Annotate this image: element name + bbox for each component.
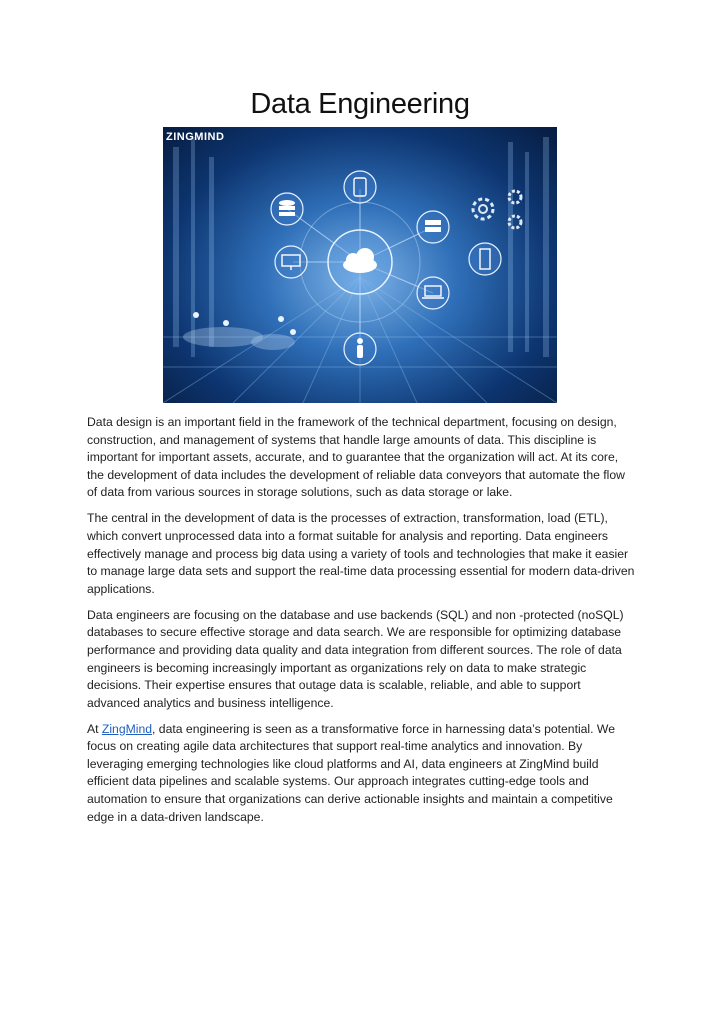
zingmind-logo: ZINGMIND (166, 131, 225, 143)
laptop-icon (417, 277, 449, 309)
paragraph-4-rest: , data engineering is seen as a transformative force in harnessing data’s potential. We focus on creating agile data architectures that support real-time analytics and innovation. By leveraging emerging technologies like cloud platforms and AI, data engineers at ZingMind build efficient data pipelines and scalable systems. Our approach integrates cutting-edge tools and automation to ensure that organizations can derive actionable insights and maintain a competitive edge in a data-driven landscape. (87, 721, 615, 824)
paragraph-4-prefix: At (87, 721, 102, 736)
paragraph-3: Data engineers are focusing on the database and use backends (SQL) and non -protected (noSQL) databases to secure effective storage and data search. We are responsible for optimizing database performance and providing data quality and data integration from different sources. The role of data engineers is becoming increasingly important as organizations rely on data to make strategic decisions. Their expertise ensures that outage data is scalable, reliable, and able to support advanced analytics and business intelligence. (87, 607, 624, 710)
monitor-icon (275, 246, 307, 278)
gear-icon (473, 191, 521, 228)
hero-illustration (163, 127, 557, 403)
zingmind-link[interactable]: ZingMind (101, 721, 153, 736)
paragraph-2: The central in the development of data is the processes of extraction, transformation, load (ETL), which convert unprocessed data into a format suitable for analysis and reporting. Data engineers effectively manage and process big data using a variety of tools and technologies that make it easier to manage large data sets and support the real-time data processing essential for modern data-driven applications. (87, 511, 635, 596)
paragraph-1: Data design is an important field in the framework of the technical department, focusing on design, construction, and management of systems that handle large amounts of data. This discipline is important for important assets, accurate, and to guarantee that the organization will act. At its core, the development of data includes the development of reliable data conveyors that automate the flow of data from various sources in storage solutions, such as data storage or lake. (87, 415, 625, 500)
hero-image (163, 127, 557, 403)
tablet-icon (344, 171, 376, 203)
article-body (87, 414, 635, 835)
computer-tower-icon (469, 243, 501, 275)
server-icon (417, 211, 449, 243)
person-icon (344, 333, 376, 365)
page-title: Data Engineering (250, 88, 470, 120)
database-icon (271, 193, 303, 225)
paragraph-4 (87, 721, 635, 827)
